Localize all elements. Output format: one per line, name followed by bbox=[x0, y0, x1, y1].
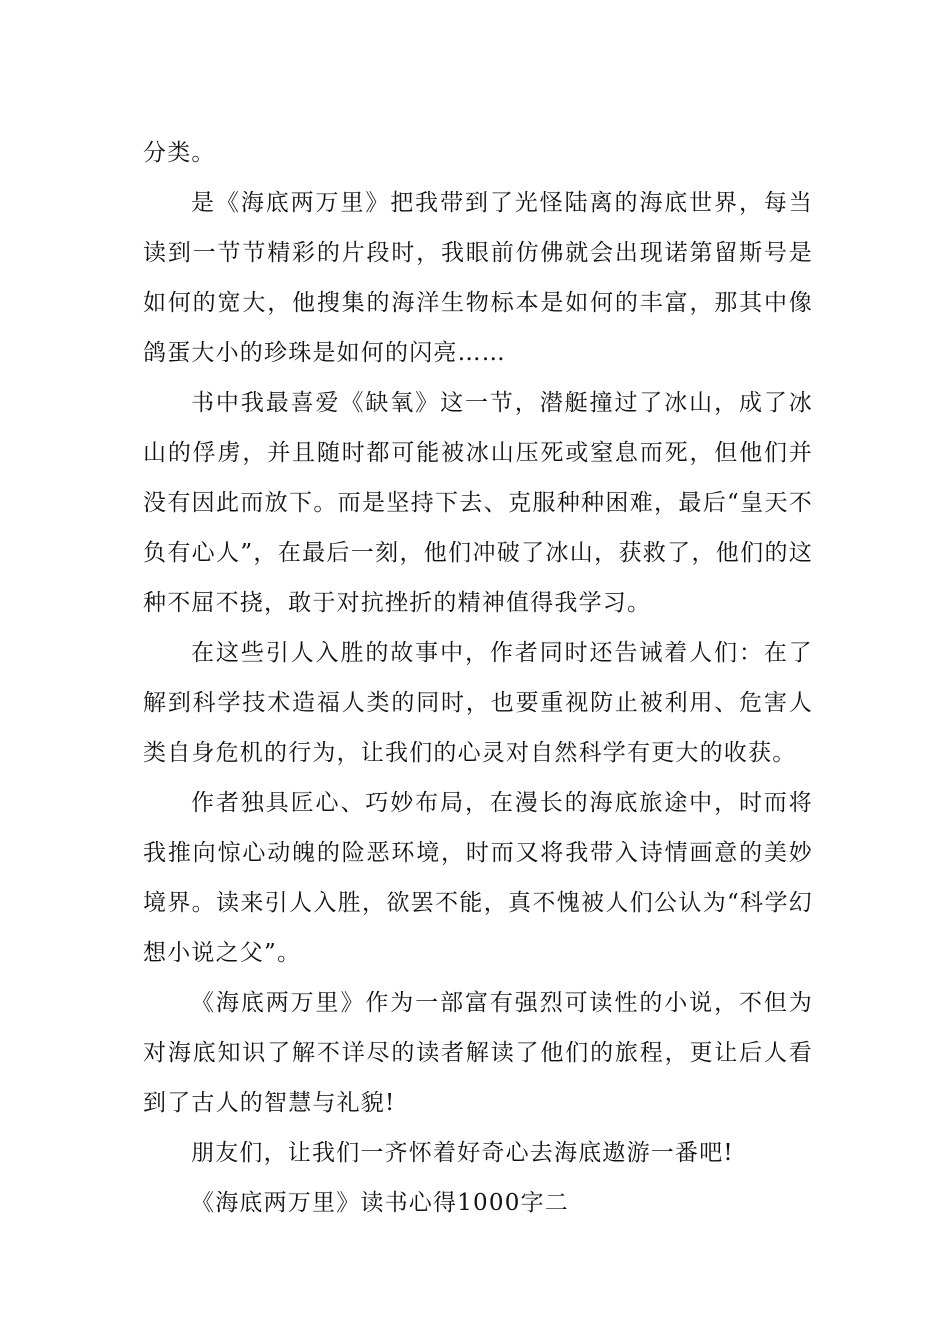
paragraph-6: 朋友们，让我们一齐怀着好奇心去海底遨游一番吧! bbox=[191, 1140, 734, 1166]
paragraph-3: 在这些引人入胜的故事中，作者同时还告诫着人们：在了解到科学技术造福人类的同时，也要重视防止被利用、危害人类自身危机的行为，让我们的心灵对自然科学有更大的收获。 bbox=[143, 640, 813, 766]
paragraph-4: 作者独具匠心、巧妙布局，在漫长的海底旅途中，时而将我推向惊心动魄的险恶环境，时而又将我带入诗情画意的美妙境界。读来引人入胜，欲罢不能，真不愧被人们公认为“科学幻想小说之父”。 bbox=[143, 790, 813, 966]
section-heading: 《海底两万里》读书心得1000字二 bbox=[191, 1190, 569, 1216]
paragraph-2: 书中我最喜爱《缺氧》这一节，潜艇撞过了冰山，成了冰山的俘虏，并且随时都可能被冰山压死或窒息而死，但他们并没有因此而放下。而是坚持下去、克服种种困难，最后“皇天不负有心人”，在最后一刻，他们冲破了冰山，获救了，他们的这种不屈不挠，敢于对抗挫折的精神值得我学习。 bbox=[143, 390, 813, 616]
paragraph-1: 是《海底两万里》把我带到了光怪陆离的海底世界，每当读到一节节精彩的片段时，我眼前仿佛就会出现诺第留斯号是如何的宽大，他搜集的海洋生物标本是如何的丰富，那其中像鸽蛋大小的珍珠是如何的闪亮…… bbox=[143, 190, 813, 366]
paragraph-continuation: 分类。 bbox=[143, 140, 216, 166]
paragraph-5: 《海底两万里》作为一部富有强烈可读性的小说，不但为对海底知识了解不详尽的读者解读了他们的旅程，更让后人看到了古人的智慧与礼貌! bbox=[143, 990, 813, 1116]
document-body bbox=[143, 128, 813, 1228]
